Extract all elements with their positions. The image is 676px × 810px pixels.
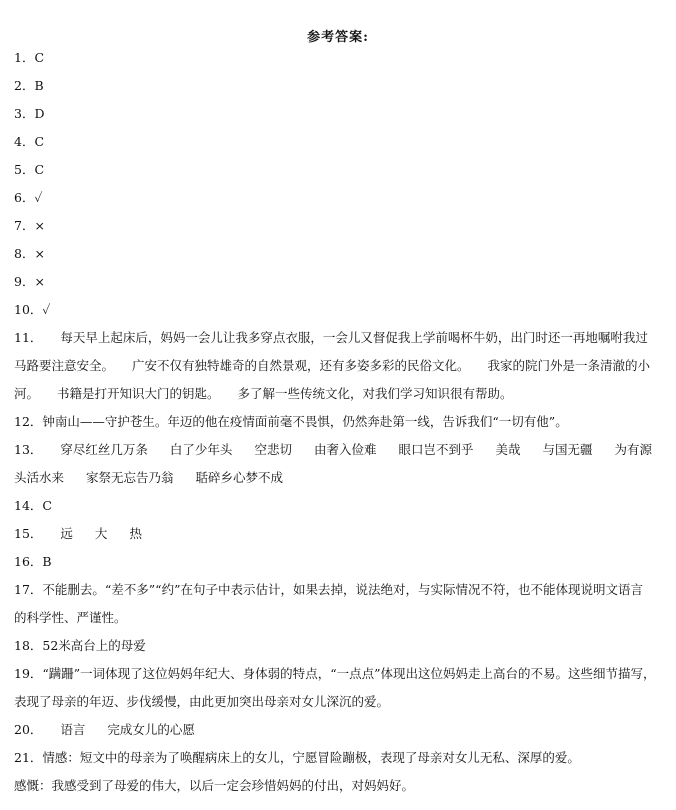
page-title: 参考答案:	[307, 30, 369, 45]
answer-13-word: 美哉	[495, 442, 521, 457]
answer-15-word: 热	[129, 526, 142, 541]
answer-5: 5．C	[14, 162, 45, 177]
answer-11-sentence-1: 每天早上起床后，妈妈一会儿让我多穿点衣服，一会儿又督促我上学前喝杯牛奶，出门时还一再地嘱咐我过	[60, 330, 648, 345]
answer-13-word: 由奢入俭难	[313, 442, 377, 457]
answer-11-sentence-1-end: 马路要注意安全。	[14, 358, 115, 373]
answer-11-line-3	[14, 385, 664, 403]
answer-2: 2．B	[14, 78, 44, 93]
answer-11-sentence-5: 多了解一些传统文化，对我们学习知识很有帮助。	[237, 386, 513, 401]
answer-6: 6．✓	[14, 190, 43, 205]
answer-11-sentence-3-end: 河。	[14, 386, 40, 401]
answer-13-word: 空悲切	[254, 442, 292, 457]
answer-13-number: 13．	[14, 442, 43, 457]
answer-10: 10．✓	[14, 302, 51, 317]
answer-9: 9．×	[14, 274, 45, 289]
answer-13-word: 家祭无忘告乃翁	[86, 470, 174, 485]
answer-20-word: 完成女儿的心愿	[107, 722, 195, 737]
answer-21-line-2: 感慨：我感受到了母爱的伟大，以后一定会珍惜妈妈的付出，对妈妈好。	[14, 778, 415, 793]
answer-13-line-1	[14, 441, 664, 459]
answer-13-word: 聒碎乡心梦不成	[195, 470, 284, 485]
answer-20	[14, 721, 664, 739]
answer-19-line-1: 19．“蹒跚”一词体现了这位妈妈年纪大、身体弱的特点，“一点点”体现出这位妈妈走上高台的不易。这些细节描写，	[14, 666, 656, 681]
answer-20-word: 语言	[60, 722, 86, 737]
answer-17-line-1: 17．不能删去。“差不多”“约”在句子中表示估计，如果去掉，说法绝对，与实际情况不符，也不能体现说明文语言	[14, 582, 643, 597]
answer-15-word: 远	[60, 526, 73, 541]
answer-8: 8．×	[14, 246, 45, 261]
answer-4: 4．C	[14, 134, 45, 149]
answer-20-number: 20．	[14, 722, 43, 737]
answer-11-line-2	[14, 357, 664, 375]
answer-11-number: 11．	[14, 330, 43, 345]
answer-13-word: 与国无疆	[542, 442, 593, 457]
answer-14: 14．C	[14, 498, 52, 513]
answer-11-line-1	[14, 329, 664, 347]
answer-13-word: 穿尽红丝几万条	[60, 442, 148, 457]
answer-3: 3．D	[14, 106, 45, 121]
answer-11-sentence-3: 我家的院门外是一条清澈的小	[487, 358, 651, 373]
answer-15-number: 15．	[14, 526, 43, 541]
answer-19-line-2: 表现了母亲的年迈、步伐缓慢，由此更加突出母亲对女儿深沉的爱。	[14, 694, 390, 709]
answer-1: 1．C	[14, 50, 45, 65]
answer-13-word: 眼口岂不到乎	[398, 442, 474, 457]
answer-11-sentence-4: 书籍是打开知识大门的钥匙。	[57, 386, 220, 401]
answer-15-word: 大	[94, 526, 108, 541]
answer-21-line-1: 21．情感：短文中的母亲为了唤醒病床上的女儿，宁愿冒险蹦极，表现了母亲对女儿无私、深厚的爱。	[14, 750, 580, 765]
answer-17-line-2: 的科学性、严谨性。	[14, 610, 127, 625]
answer-12: 12．钟南山——守护苍生。年迈的他在疫情面前毫不畏惧，仍然奔赴第一线，告诉我们“一切有他”。	[14, 414, 568, 429]
answer-13-word: 头活水来	[14, 470, 65, 485]
answer-13-word: 白了少年头	[169, 442, 233, 457]
answer-15	[14, 525, 664, 543]
answer-7: 7．×	[14, 218, 45, 233]
answer-11-sentence-2: 广安不仅有独特雄奇的自然景观，还有多姿多彩的民俗文化。	[132, 358, 470, 373]
answer-13-line-2	[14, 469, 664, 487]
answer-16: 16．B	[14, 554, 52, 569]
answer-18: 18．52米高台上的母爱	[14, 638, 146, 653]
answer-13-word: 为有源	[614, 442, 653, 457]
